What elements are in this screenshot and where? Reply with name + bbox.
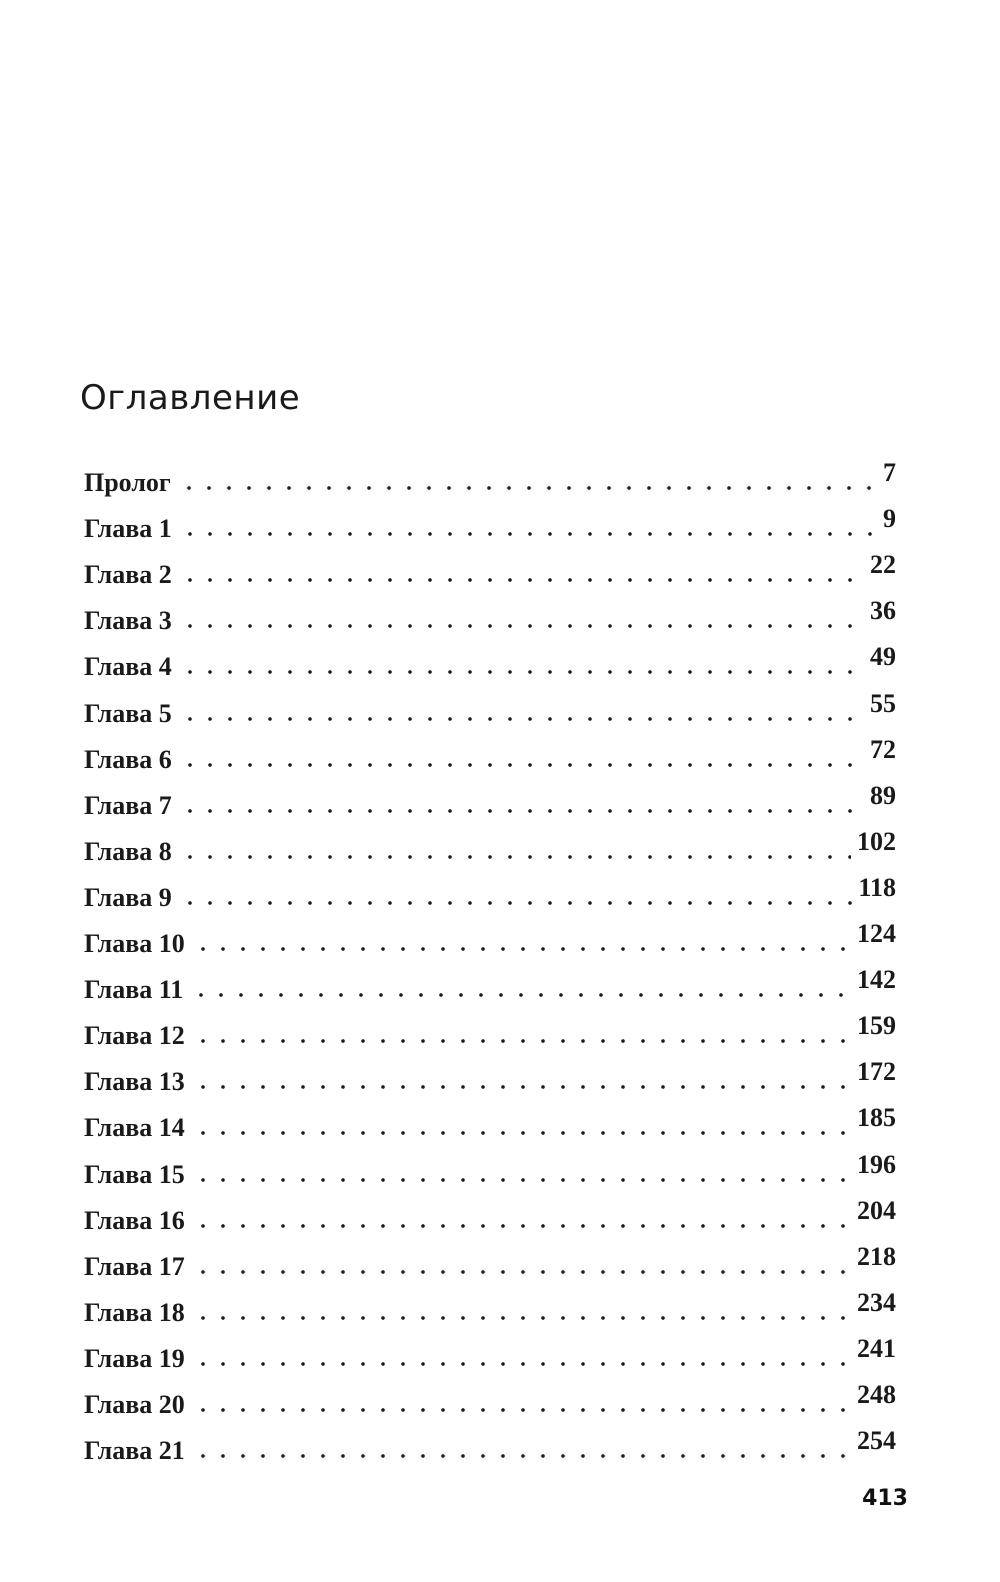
toc-entry [84, 590, 896, 636]
entry-page-number: 254 [857, 1426, 896, 1456]
entry-page-number: 159 [857, 1011, 896, 1041]
toc-entry [84, 544, 896, 590]
toc-entry [84, 1097, 896, 1143]
dot-leader [180, 762, 864, 768]
dot-leader [193, 1361, 851, 1367]
entry-label: Глава 13 [84, 1067, 185, 1097]
page-number: 413 [862, 1486, 908, 1511]
entry-label: Глава 21 [84, 1436, 185, 1466]
dot-leader [180, 716, 864, 722]
toc-entry [84, 1420, 896, 1466]
toc-entry [84, 821, 896, 867]
dot-leader [180, 531, 877, 537]
entry-page-number: 55 [870, 688, 896, 718]
entry-label: Глава 3 [84, 606, 172, 636]
dot-leader [193, 1453, 851, 1459]
entry-page-number: 218 [857, 1241, 896, 1271]
entry-label: Глава 4 [84, 652, 172, 682]
toc-entry [84, 729, 896, 775]
entry-page-number: 7 [883, 458, 896, 488]
dot-leader [193, 1130, 851, 1136]
entry-label: Глава 14 [84, 1113, 185, 1143]
entry-page-number: 89 [870, 780, 896, 810]
toc-entry [84, 1282, 896, 1328]
table-of-contents [84, 452, 896, 1466]
entry-page-number: 234 [857, 1287, 896, 1317]
page-title: Оглавление [80, 378, 301, 418]
dot-leader [179, 485, 877, 491]
entry-page-number: 124 [857, 919, 896, 949]
toc-entry [84, 1236, 896, 1282]
dot-leader [191, 992, 851, 998]
toc-entry [84, 636, 896, 682]
entry-page-number: 22 [870, 550, 896, 580]
entry-label: Глава 12 [84, 1021, 185, 1051]
dot-leader [193, 1223, 851, 1229]
toc-entry [84, 1328, 896, 1374]
entry-page-number: 196 [857, 1149, 896, 1179]
dot-leader [193, 1177, 851, 1183]
entry-page-number: 185 [857, 1103, 896, 1133]
dot-leader [180, 854, 851, 860]
toc-entry [84, 1005, 896, 1051]
entry-label: Глава 9 [84, 882, 172, 912]
dot-leader [180, 623, 864, 629]
entry-page-number: 241 [857, 1333, 896, 1363]
entry-label: Глава 6 [84, 744, 172, 774]
entry-label: Глава 15 [84, 1159, 185, 1189]
entry-page-number: 204 [857, 1195, 896, 1225]
dot-leader [193, 1315, 851, 1321]
entry-label: Глава 8 [84, 836, 172, 866]
toc-entry [84, 1374, 896, 1420]
dot-leader [193, 1038, 851, 1044]
toc-entry [84, 1143, 896, 1189]
entry-label: Глава 2 [84, 560, 172, 590]
entry-page-number: 142 [857, 965, 896, 995]
dot-leader [193, 1269, 851, 1275]
entry-page-number: 36 [870, 596, 896, 626]
entry-label: Глава 20 [84, 1389, 185, 1419]
entry-label: Глава 7 [84, 790, 172, 820]
entry-page-number: 172 [857, 1057, 896, 1087]
dot-leader [180, 900, 853, 906]
toc-entry [84, 1190, 896, 1236]
toc-entry [84, 959, 896, 1005]
entry-page-number: 248 [857, 1379, 896, 1409]
entry-page-number: 118 [858, 872, 896, 902]
entry-label: Глава 16 [84, 1205, 185, 1235]
dot-leader [180, 577, 864, 583]
toc-entry [84, 913, 896, 959]
entry-label: Глава 17 [84, 1251, 185, 1281]
entry-page-number: 102 [857, 826, 896, 856]
entry-page-number: 72 [870, 734, 896, 764]
toc-entry [84, 867, 896, 913]
entry-label: Глава 19 [84, 1343, 185, 1373]
entry-page-number: 9 [883, 504, 896, 534]
toc-entry [84, 452, 896, 498]
toc-entry [84, 498, 896, 544]
dot-leader [180, 808, 864, 814]
entry-page-number: 49 [870, 642, 896, 672]
dot-leader [193, 1084, 851, 1090]
entry-label: Глава 18 [84, 1297, 185, 1327]
entry-label: Глава 11 [84, 975, 184, 1005]
toc-entry [84, 775, 896, 821]
entry-label: Глава 1 [84, 514, 172, 544]
toc-entry [84, 682, 896, 728]
dot-leader [180, 669, 864, 675]
entry-label: Глава 10 [84, 929, 185, 959]
dot-leader [193, 946, 851, 952]
toc-entry [84, 1051, 896, 1097]
dot-leader [193, 1407, 851, 1413]
entry-label: Пролог [84, 468, 171, 498]
entry-label: Глава 5 [84, 698, 172, 728]
